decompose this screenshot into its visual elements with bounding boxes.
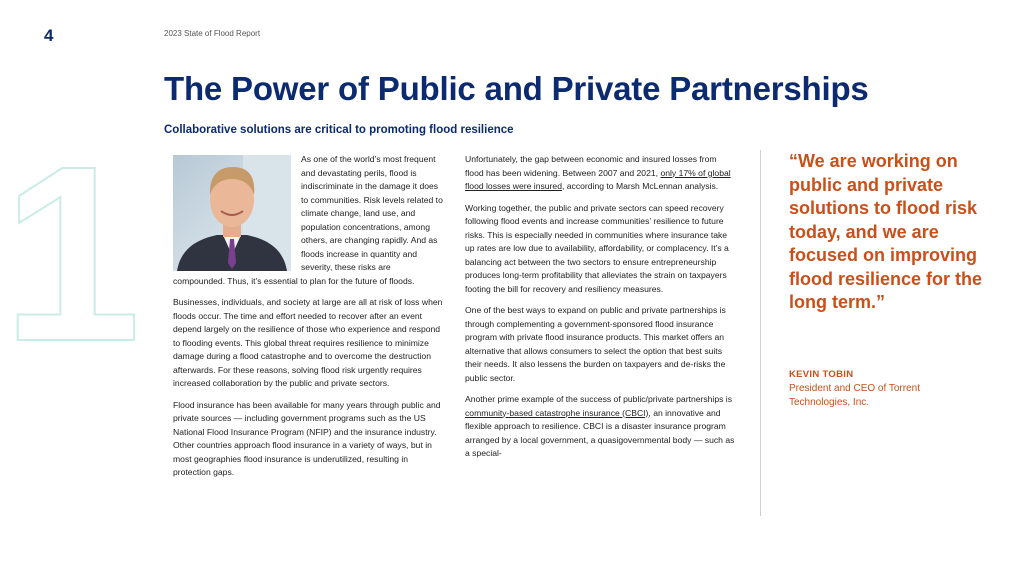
paragraph-cbci: Another prime example of the success of public/private partnerships is community-based catastrophe insurance (CBCI), an innovative and flexible approach to resilience. CBCI is a disaster insurance program arranged by a local government, a quasigovernmental body — such as a special- <box>465 394 735 458</box>
portrait-photo <box>173 155 291 271</box>
quote-author-title: President and CEO of Torrent Technologies, Inc. <box>789 383 920 408</box>
pull-quote: “We are working on public and private solutions to flood risk today, and we are focused on improving flood resilience for the long term.” <box>789 151 983 312</box>
portrait-icon <box>173 155 291 271</box>
paragraph-risk: Businesses, individuals, and society at large are all at risk of loss when floods occur. The time and effort needed to recover after an event depend largely on the resilience of those who experience and respond to flooding events. This global threat requires resilience to minimize damage during a flood catastrophe and to overcome the destruction afterwards. For these reasons, solving flood risk urgently requires increased collaboration by the public and private sectors. <box>173 297 443 388</box>
article-column-1 <box>173 153 443 488</box>
insured-losses-link[interactable]: only 17% of global flood losses were insured <box>465 167 731 191</box>
article-column-2 <box>465 153 737 469</box>
report-title: 2023 State of Flood Report <box>164 29 261 38</box>
paragraph-partnerships: One of the best ways to expand on public and private partnerships is through complementing a government-sponsored flood insurance program with private flood insurance products. This market offers an alternative that allows consumers to select the option that best suits their needs. It also lessens the burden on taxpayers and de-risks the public sector. <box>465 305 726 383</box>
quote-author-name: KEVIN TOBIN <box>789 369 854 380</box>
section-number-outline <box>2 114 142 393</box>
page-title: The Power of Public and Private Partnerships <box>164 70 869 107</box>
svg-text:1: 1 <box>2 114 142 393</box>
paragraph-intro: As one of the world’s most frequent and devastating perils, flood is indiscriminate in the damage it does to communities. Risk levels related to climate change, land use, and population concentrations, among others, are changing rapidly. And as floods increase in quantity and severity, these risks are compounded. Thus, it’s essential to plan for the future of floods. <box>173 154 443 286</box>
paragraph-working-together: Working together, the public and private sectors can speed recovery following flood events and increase communities’ resilience to future risks. This is especially needed in communities where insurance take up rates are low due to availability, affordability, or complacency. It’s a balancing act between the two sectors to ensure entrepreneurship produces long-term profitability that alleviates the strain on taxpayers footing the bill for recovery and resiliency measures. <box>465 202 729 294</box>
paragraph-insurance: Flood insurance has been available for many years through public and private sources — including government programs such as the US National Flood Insurance Program (NFIP) and the insurance industry. Other countries approach flood insurance in a variety of ways, but in most geographies flood insurance is underutilized, resulting in protection gaps. <box>173 399 441 477</box>
page-subtitle: Collaborative solutions are critical to promoting flood resilience <box>164 124 514 136</box>
column-divider <box>760 150 761 516</box>
paragraph-gap: Unfortunately, the gap between economic and insured losses from flood has been widening. Between 2007 and 2021, only 17% of global flood losses were insured, according to Marsh McLennan analysis. <box>465 154 731 191</box>
cbci-link[interactable]: community-based catastrophe insurance (CBCI) <box>465 407 649 418</box>
page-number: 4 <box>44 26 54 45</box>
